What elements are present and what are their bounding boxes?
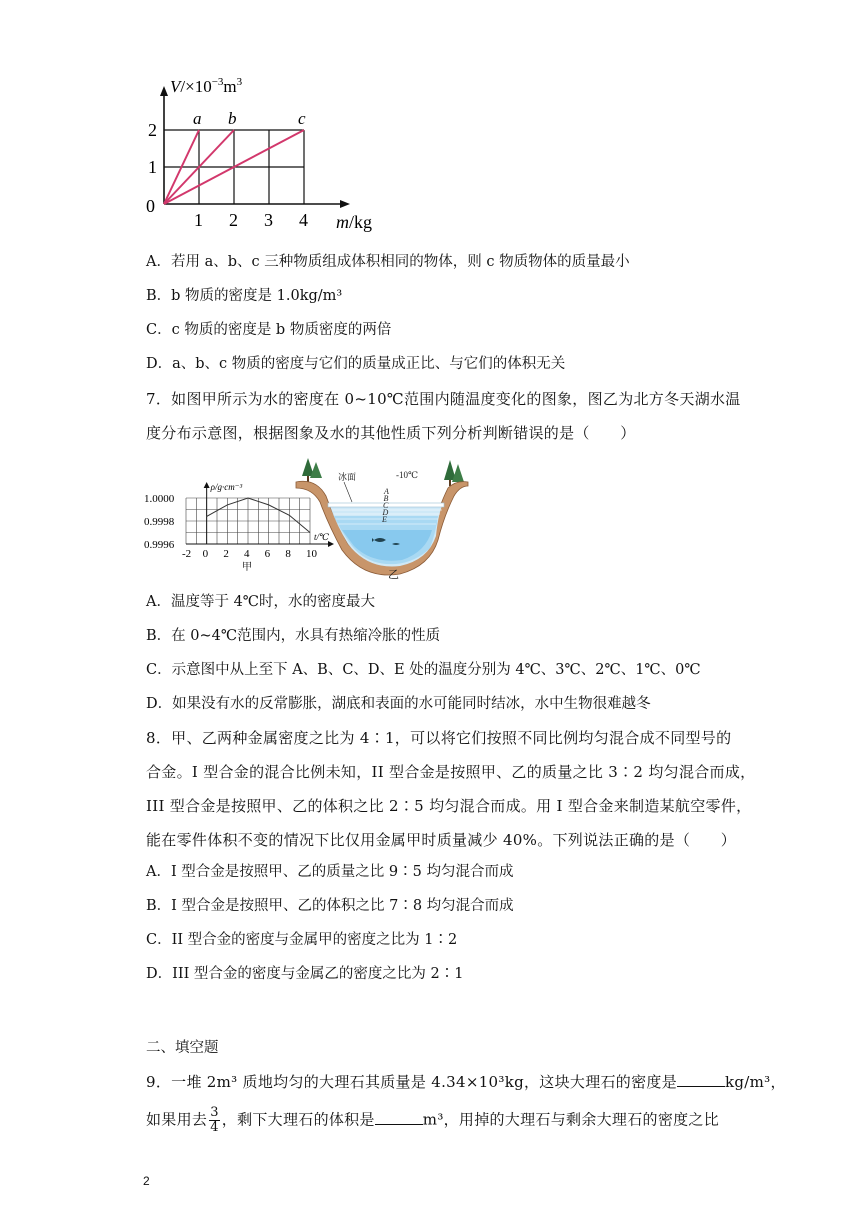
x-axis-title: m/kg [336,212,373,232]
y-tick-label: 1 [148,157,157,177]
ice-label: 冰面 [338,472,357,482]
volume-mass-chart [140,70,400,240]
layer-label-B: B [383,494,389,503]
y-tick-label: 0.9998 [144,516,175,528]
air-temp-label: -10℃ [396,470,419,480]
q7-option-b: B．在 0~4℃范围内，水具有热缩冷胀的性质 [146,628,441,644]
q8-option-c: C．II 型合金的密度与金属甲的密度之比为 1∶2 [146,932,458,948]
x-tick-label: 4 [244,548,250,560]
tree-left-icon [302,458,322,482]
layer-label-E: E [382,515,387,524]
answer-blank-volume[interactable] [375,1110,423,1125]
y-axis-arrow-icon [204,482,210,488]
x-tick-label: 6 [264,548,271,560]
q6-option-b: B．b 物质的密度是 1.0kg/m³ [146,288,343,304]
section-title: 二、填空题 [146,1040,219,1056]
layer-label-C: C [383,501,389,510]
y-axis-title: $V/\times 10^{-3}m^3$ [170,76,243,96]
layer-label-D: D [382,508,389,517]
x-tick-label: 1 [194,210,203,230]
y-axis-title: ρ/g·cm⁻³ [210,482,243,492]
answer-blank-density[interactable] [677,1072,725,1087]
fig-yi-caption: 乙 [388,569,399,581]
series-label-a: a [193,109,202,128]
y-tick-label: 2 [148,120,157,140]
q9-line2-text-b: ，剩下大理石的体积是 [221,1110,375,1129]
x-tick-label: 3 [264,210,273,230]
q9-line1-unit: kg/m³， [725,1073,786,1091]
q6-option-a: A．若用 a、b、c 三种物质组成体积相同的物体，则 c 物质物体的质量最小 [146,254,630,270]
q6-option-c: C．c 物质的密度是 b 物质密度的两倍 [146,322,392,338]
x-tick-label: 8 [285,548,291,560]
x-axis-arrow-icon [340,200,350,208]
q8-stem-line4: 能在零件体积不变的情况下比仅用金属甲时质量减少 40%。下列说法正确的是（ ） [146,831,737,849]
x-tick-label: 0 [202,548,209,560]
q8-option-a: A．I 型合金是按照甲、乙的质量之比 9∶5 均匀混合而成 [146,864,514,880]
fraction-numerator: 3 [210,1105,219,1120]
q6-option-d: D．a、b、c 物质的密度与它们的质量成正比、与它们的体积无关 [146,356,566,372]
q7-option-d: D．如果没有水的反常膨胀，湖底和表面的水可能同时结冰，水中生物很难越冬 [146,696,651,712]
q8-option-b: B．I 型合金是按照甲、乙的体积之比 7∶8 均匀混合而成 [146,898,514,914]
q7-option-a: A．温度等于 4℃时，水的密度最大 [146,594,376,610]
x-tick-label: 10 [306,548,317,560]
fig-jia-caption: 甲 [242,562,252,573]
q7-stem-line1: 7．如图甲所示为水的密度在 0~10℃范围内随温度变化的图象，图乙为北方冬天湖水温 [146,390,741,408]
q9-line2-text-a: 如果用去 [146,1110,208,1129]
q9-line1 [146,1072,786,1092]
y-tick-label: 0.9996 [144,539,175,551]
q9-line2 [146,1106,719,1135]
y-axis-arrow-icon [160,86,168,96]
q9-line2-text-c: m³，用掉的大理石与剩余大理石的密度之比 [422,1110,720,1129]
q8-stem-line2: 合金。I 型合金的混合比例未知，II 型合金是按照甲、乙的质量之比 3∶2 均匀混合而成， [146,763,756,781]
q7-option-c: C．示意图中从上至下 A、B、C、D、E 处的温度分别为 4℃、3℃、2℃、1℃、0℃ [146,662,701,678]
q7-stem-line2: 度分布示意图，根据图象及水的其他性质下列分析判断错误的是（ ） [146,424,636,442]
series-label-c: c [298,109,306,128]
x-tick-label: -2 [182,548,192,560]
y-tick-label: 1.0000 [144,493,175,505]
q8-option-d: D．III 型合金的密度与金属乙的密度之比为 2∶1 [146,966,464,982]
x-tick-label: 2 [229,210,238,230]
origin-label: 0 [146,196,155,216]
x-tick-label: 2 [223,548,229,560]
x-axis-title: t/℃ [314,532,330,542]
q8-stem-line1: 8．甲、乙两种金属密度之比为 4∶1，可以将它们按照不同比例均匀混合成不同型号的 [146,729,732,747]
fraction [209,1106,220,1135]
q8-stem-line3: III 型合金是按照甲、乙的体积之比 2∶5 均匀混合而成。用 I 型合金来制造某航空零件， [146,797,752,815]
q9-line1-text: 9．一堆 2m³ 质地均匀的大理石其质量是 4.34×10³kg，这块大理石的密度是 [146,1073,677,1091]
lake-temperature-diagram [292,452,472,584]
layer-label-A: A [384,487,389,496]
fraction-denominator: 4 [210,1120,219,1135]
series-label-b: b [228,109,237,128]
x-tick-label: 4 [299,210,308,230]
page-number: 2 [143,1174,150,1188]
